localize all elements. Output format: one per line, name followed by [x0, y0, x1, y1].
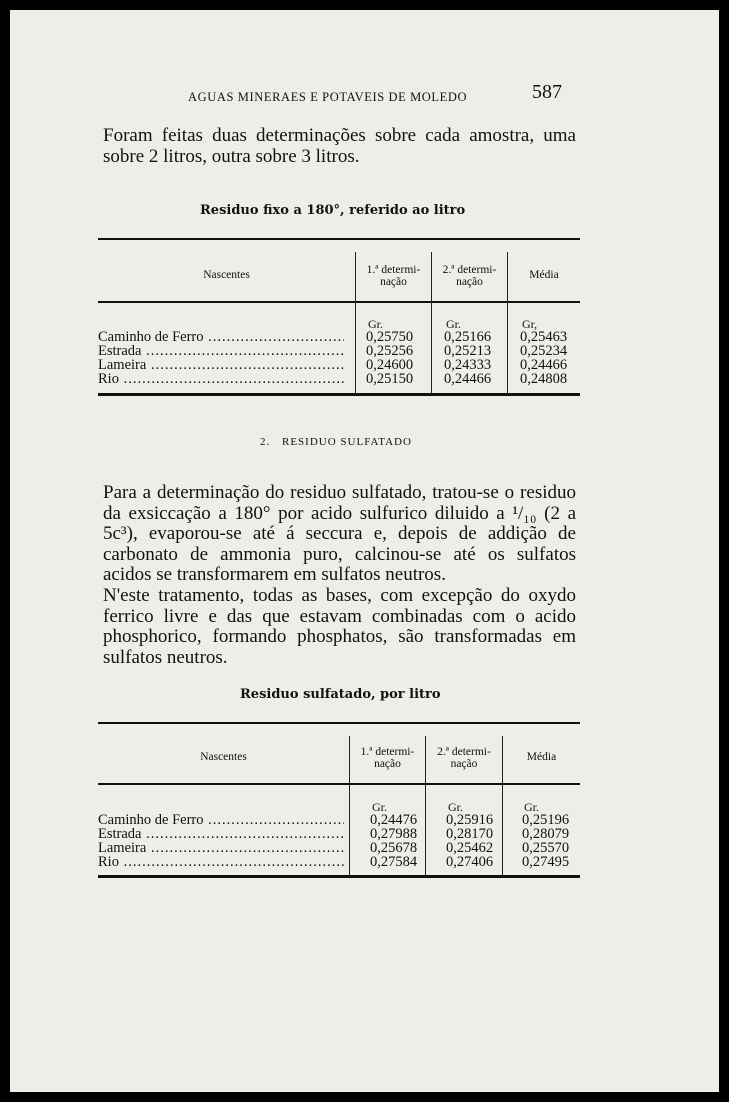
row-name: Lameira ..... — [98, 841, 344, 855]
running-title: AGUAS MINERAES E POTAVEIS DE MOLEDO — [188, 90, 468, 104]
unit-label: Gr. — [446, 317, 461, 331]
column-header-nascentes: Nascentes — [200, 751, 247, 763]
table-row — [98, 841, 580, 855]
row-name: Estrada ..... — [98, 344, 344, 358]
table2-title: Residuo sulfatado, por litro — [240, 687, 441, 702]
value-det2: 0,25166 — [444, 329, 492, 345]
value-det2: 0,24333 — [444, 357, 492, 373]
column-header-media: Média — [526, 751, 557, 763]
table-residuo-fixo — [98, 238, 580, 396]
value-mean: 0,28079 — [522, 826, 570, 842]
table-bottom-rule — [98, 875, 580, 878]
value-det2: 0,25213 — [444, 343, 492, 359]
table-top-rule — [98, 238, 580, 240]
table-row — [98, 330, 580, 344]
column-header-det1: 1.ª determi- nação — [366, 264, 421, 288]
table-body — [98, 330, 580, 386]
page-number: 587 — [532, 81, 562, 103]
value-det2: 0,24466 — [444, 371, 492, 387]
value-det2: 0,28170 — [446, 826, 494, 842]
value-mean: 0,24466 — [520, 357, 568, 373]
table1-title: Residuo fixo a 180°, referido ao litro — [200, 203, 466, 218]
section-title: RESIDUO SULFATADO — [282, 436, 412, 448]
row-name: Estrada ..... — [98, 827, 344, 841]
table-body — [98, 813, 580, 869]
table-header-rule — [98, 783, 580, 785]
value-det2: 0,25462 — [446, 840, 494, 856]
value-mean: 0,24808 — [520, 371, 568, 387]
intro-paragraph: Foram feitas duas determinações sobre cada amostra, uma sobre 2 litros, outra sobre 3 litros. — [103, 125, 576, 167]
column-header-det2: 2.ª determi- nação — [437, 746, 491, 770]
value-det2: 0,27406 — [446, 854, 494, 870]
table-row — [98, 372, 580, 386]
value-mean: 0,25463 — [520, 329, 568, 345]
value-mean: 0,25570 — [522, 840, 570, 856]
value-det2: 0,25916 — [446, 812, 494, 828]
section-number: 2. — [260, 436, 271, 448]
value-det1: 0,25256 — [366, 343, 414, 359]
value-mean: 0,27495 — [522, 854, 570, 870]
unit-label: Gr, — [522, 317, 538, 331]
value-det1: 0,25150 — [366, 371, 414, 387]
column-header-media: Média — [529, 269, 559, 281]
value-det1: 0,25678 — [370, 840, 418, 856]
column-header-det2: 2.ª determi- nação — [442, 264, 497, 288]
table-residuo-sulfatado — [98, 722, 580, 878]
unit-label: Gr. — [448, 800, 463, 814]
unit-label: Gr. — [524, 800, 539, 814]
row-name: Caminho de Ferro ..... — [98, 813, 344, 827]
section-heading — [260, 436, 412, 448]
table-row — [98, 855, 580, 869]
table-row — [98, 344, 580, 358]
row-name: Caminho de Ferro ..... — [98, 330, 344, 344]
unit-label: Gr. — [372, 800, 387, 814]
row-name: Lameira ..... — [98, 358, 344, 372]
body-paragraph-2: N'este tratamento, todas as bases, com excepção do oxydo ferrico livre e das que estavam combinadas com o acido phosphorico, formando phosphatos, são transformadas em sulfatos neutros. — [103, 585, 576, 668]
value-mean: 0,25234 — [520, 343, 568, 359]
value-det1: 0,24600 — [366, 357, 414, 373]
row-name: Rio ..... — [98, 855, 344, 869]
table-row — [98, 827, 580, 841]
column-header-nascentes: Nascentes — [203, 269, 250, 281]
unit-label: Gr. — [368, 317, 383, 331]
body-paragraph-1: Para a determinação do residuo sulfatado, tratou-se o residuo da exsiccação a 180° por acido sulfurico diluido a ¹/₁₀ (2 a 5c³), evaporou-se até á seccura e, depois de addição de carbonato de ammonia puro, calcinou-se até os sulfatos acidos se transformarem em sulfatos neutros. — [103, 482, 576, 585]
column-header-det1: 1.ª determi- nação — [360, 746, 415, 770]
value-det1: 0,27584 — [370, 854, 418, 870]
document-page — [10, 10, 719, 1092]
value-det1: 0,25750 — [366, 329, 414, 345]
table-row — [98, 358, 580, 372]
value-det1: 0,24476 — [370, 812, 418, 828]
table-bottom-rule — [98, 393, 580, 396]
table-row — [98, 813, 580, 827]
table-top-rule — [98, 722, 580, 724]
value-det1: 0,27988 — [370, 826, 418, 842]
value-mean: 0,25196 — [522, 812, 570, 828]
row-name: Rio ..... — [98, 372, 344, 386]
